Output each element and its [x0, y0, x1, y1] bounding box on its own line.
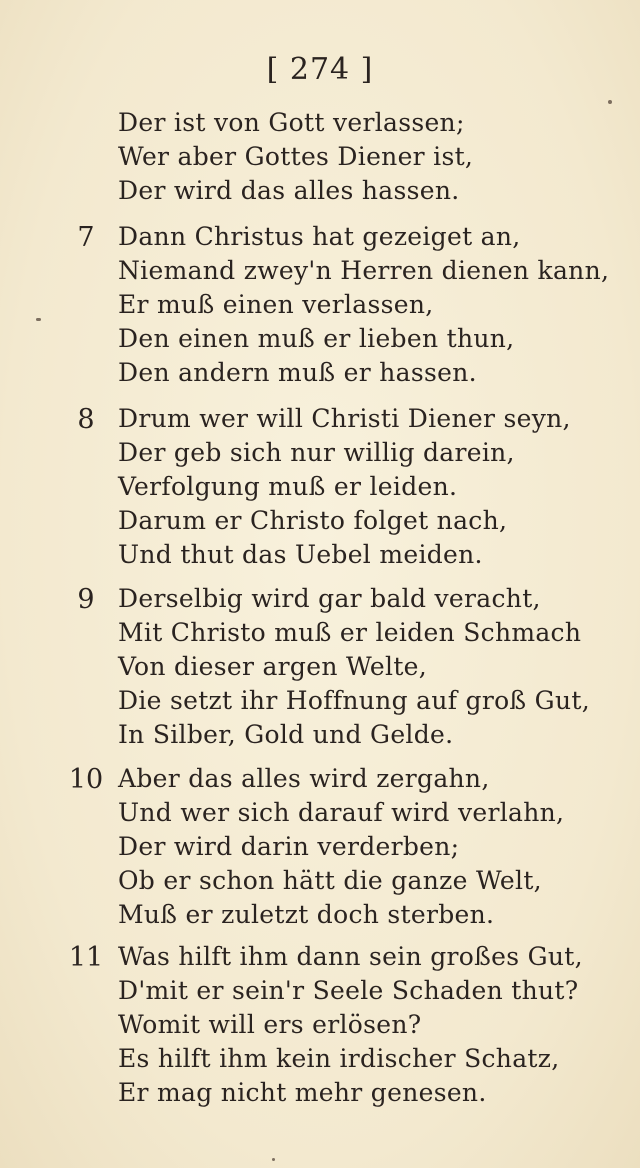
verse-line: Der wird darin verderben; [118, 832, 460, 861]
verse-line: Dann Christus hat gezeiget an, [118, 222, 521, 251]
verse-line: Es hilft ihm kein irdischer Schatz, [118, 1044, 560, 1073]
verse-line: Derselbig wird gar bald veracht, [118, 584, 541, 613]
verse-line: Drum wer will Christi Diener seyn, [118, 404, 571, 433]
verse-line: Den andern muß er hassen. [118, 358, 477, 387]
ink-speck [36, 318, 41, 321]
verse-line: Verfolgung muß er leiden. [118, 472, 458, 501]
verse-line: Und wer sich darauf wird verlahn, [118, 798, 565, 827]
ink-speck [272, 1158, 275, 1161]
verse-line: Der wird das alles hassen. [118, 176, 460, 205]
verse-line: Der ist von Gott verlassen; [118, 108, 465, 137]
verse-line: In Silber, Gold und Gelde. [118, 720, 454, 749]
verse-line: Wer aber Gottes Diener ist, [118, 142, 474, 171]
verse-line: Womit will ers erlösen? [118, 1010, 422, 1039]
verse-line: Den einen muß er lieben thun, [118, 324, 515, 353]
verse-line: Er mag nicht mehr genesen. [118, 1078, 487, 1107]
verse-number: 11 [68, 942, 104, 973]
verse-line: Die setzt ihr Hoffnung auf groß Gut, [118, 686, 590, 715]
verse-number: 7 [77, 222, 95, 253]
verse-line: Der geb sich nur willig darein, [118, 438, 515, 467]
verse-line: Was hilft ihm dann sein großes Gut, [118, 942, 583, 971]
verse-line: Muß er zuletzt doch sterben. [118, 900, 495, 929]
verse-line: D'mit er sein'r Seele Schaden thut? [118, 976, 579, 1005]
verse-line: Von dieser argen Welte, [118, 652, 428, 681]
verse-line: Und thut das Uebel meiden. [118, 540, 483, 569]
verse-line: Ob er schon hätt die ganze Welt, [118, 866, 542, 895]
verse-line: Er muß einen verlassen, [118, 290, 434, 319]
verse-number: 10 [68, 764, 104, 795]
verse-number: 9 [77, 584, 95, 615]
verse-number: 8 [77, 404, 95, 435]
verse-line: Mit Christo muß er leiden Schmach [118, 618, 582, 647]
verse-line: Darum er Christo folget nach, [118, 506, 508, 535]
verse-line: Aber das alles wird zergahn, [118, 764, 490, 793]
ink-speck [608, 100, 612, 104]
page-number: [ 274 ] [266, 52, 374, 87]
verse-line: Niemand zwey'n Herren dienen kann, [118, 256, 610, 285]
